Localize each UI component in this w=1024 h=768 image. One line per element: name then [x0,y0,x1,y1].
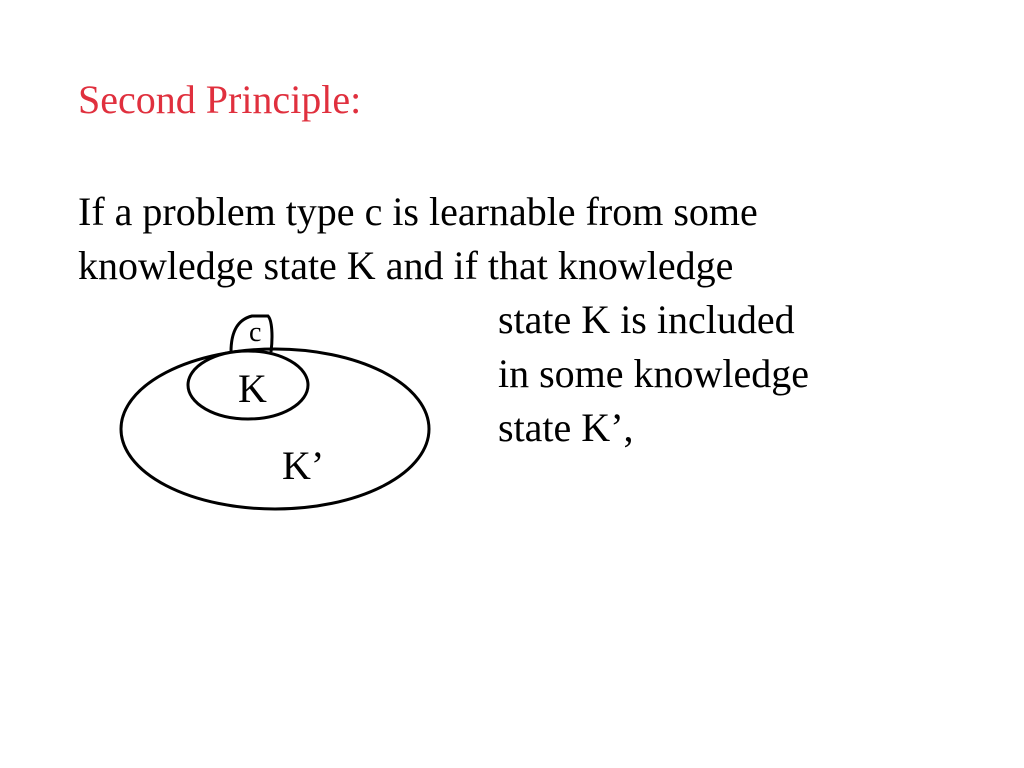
label-K-prime: K’ [282,443,325,488]
label-c: c [249,317,262,348]
label-K: K [238,366,267,411]
paragraph-line: If a problem type c is learnable from some [78,189,758,234]
paragraph-line: state K is included [498,297,795,342]
paragraph-line: in some knowledge [498,351,810,396]
slide-title: Second Principle: [78,77,362,122]
paragraph-line: knowledge state K and if that knowledge [78,243,734,288]
paragraph-line: state K’, [498,405,634,450]
